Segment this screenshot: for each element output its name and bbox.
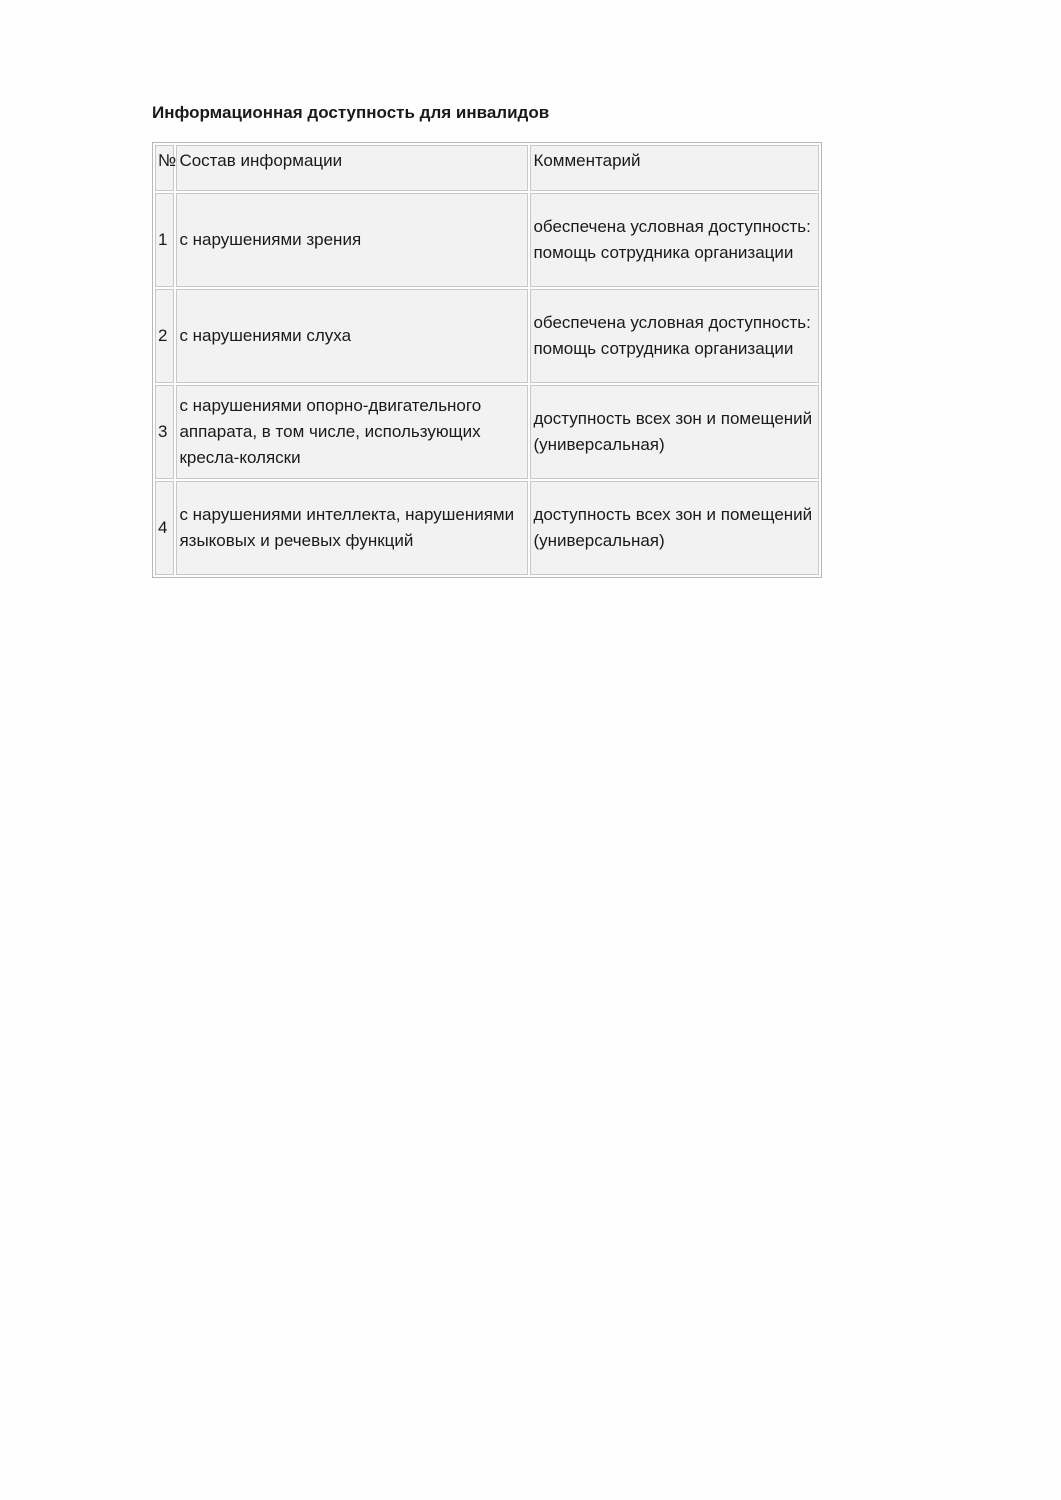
row-number: 3 [155,385,174,479]
header-comment: Комментарий [530,145,819,191]
table-row [155,481,819,575]
row-composition: с нарушениями слуха [176,289,528,383]
header-composition: Состав информации [176,145,528,191]
page-title: Информационная доступность для инвалидов [152,103,550,122]
row-comment: доступность всех зон и помещений (универсальная) [530,481,819,575]
row-composition: с нарушениями зрения [176,193,528,287]
row-composition: с нарушениями интеллекта, нарушениями языковых и речевых функций [176,481,528,575]
header-number: № [155,145,174,191]
table-row [155,385,819,479]
accessibility-table [152,142,822,578]
table-header-row [155,145,819,191]
row-comment: доступность всех зон и помещений (универсальная) [530,385,819,479]
table-row [155,289,819,383]
row-comment: обеспечена условная доступность: помощь сотрудника организации [530,289,819,383]
table-row [155,193,819,287]
row-number: 2 [155,289,174,383]
row-comment: обеспечена условная доступность: помощь сотрудника организации [530,193,819,287]
row-composition: с нарушениями опорно-двигательного аппарата, в том числе, использующих кресла-коляски [176,385,528,479]
row-number: 4 [155,481,174,575]
row-number: 1 [155,193,174,287]
